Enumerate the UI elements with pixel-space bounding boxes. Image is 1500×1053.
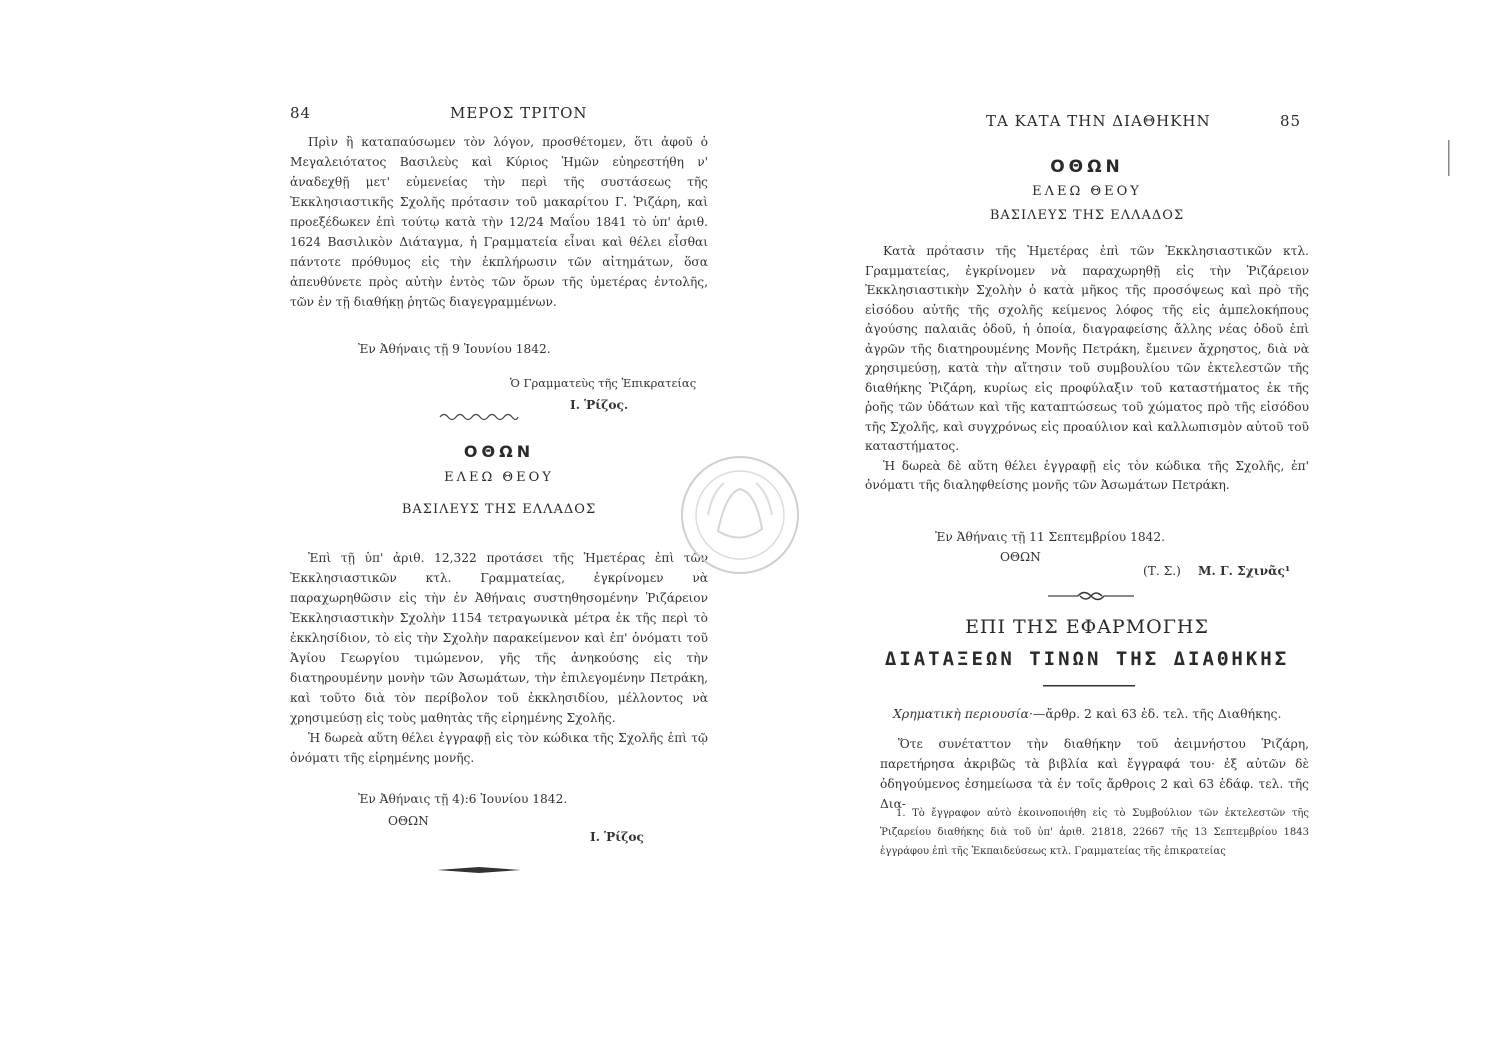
intro-text: Πρὶν ἢ καταπαύσωμεν τὸν λόγον, προσθέτομεν, ὅτι ἀφοῦ ὁ Μεγαλειότατος Βασιλεὺς καὶ Κύριος Ἡμῶν εὐηρεστήθη ν' ἀναδεχθῇ μετ' εὐμενείας τὴν περὶ τῆς συστάσεως τῆς Ἐκκλησιαστικῆς Σχολῆς πρότασιν τοῦ μακαρίτου Γ. Ῥιζάρη, καὶ προεξέδωκεν ἐπὶ τούτῳ κατὰ τὴν 12/24 Μαΐου 1841 τὸ ὑπ' ἀριθ. 1624 Βασιλικὸν Διάταγμα, ἡ Γραμματεία εἶναι καὶ θέλει εἶσθαι πάντοτε πρόθυμος εἰς τὴν ἐκπλήρωσιν τῶν αἰτημάτων, ὅσα ἀπευθύνετε πρὸς αὐτὴν ἐντὸς τῶν ὅρων τῆς ὑμετέρας ἐντολῆς, τῶν ἐν τῇ διαθήκῃ ῥητῶς διαγεγραμμένων. bbox=[290, 135, 708, 309]
date-line-2: Ἐν Ἀθήναις τῇ 4):6 Ἰουνίου 1842. bbox=[358, 792, 568, 806]
intro-paragraph bbox=[290, 132, 708, 312]
date-line: Ἐν Ἀθήναις τῇ 9 Ἰουνίου 1842. bbox=[358, 342, 551, 356]
subheading bbox=[893, 706, 1281, 721]
title-underline bbox=[1043, 684, 1135, 688]
king-title: ΒΑΣΙΛΕΥΣ ΤΗΣ ΕΛΛΑΔΟΣ bbox=[989, 208, 1185, 223]
decree-body bbox=[865, 242, 1309, 496]
decree-paragraph-1: Ἐπὶ τῇ ὑπ' ἀριθ. 12,322 προτάσει τῆς Ἡμετέρας ἐπὶ τῶν Ἐκκλησιαστικῶν κτλ. Γραμματείας, ἐγκρίνομεν νὰ παραχωρηθῶσιν εἰς τὴν ἐν Ἀθήναις συστηθησομένην Ῥιζάρειον Ἐκκλησιαστικὴν Σχολὴν 1154 τετραγωνικὰ μέτρα ἐκ τῆς περὶ τὸ ἐκκλησίδιον, τὸ εἰς τὴν Σχολὴν παρακείμενον καὶ ἐπ' ὀνόματι τοῦ Ἁγίου Γεωργίου τιμώμενον, γῆς τῆς ἀνηκούσης εἰς τὴν διατηρουμένην μονὴν τῶν Ἀσωμάτων, τὴν ἐπιλεγομένην Πετράκη, καὶ τοῦτο διὰ τὸν περίβολον τοῦ ἐκκλησιδίου, μέλλοντος νὰ χρησιμεύσῃ εἰς τοὺς μαθητὰς τῆς εἰρημένης Σχολῆς. bbox=[290, 551, 708, 725]
grace-line: ΕΛΕΩ ΘΕΟΥ bbox=[1032, 184, 1142, 199]
subheading-italic: Χρηματικὴ περιουσία bbox=[893, 706, 1029, 721]
page-number: 84 bbox=[290, 104, 312, 122]
secretary-title: Ὁ Γραμματεὺς τῆς Ἐπικρατείας bbox=[510, 376, 697, 390]
right-page bbox=[750, 0, 1500, 1053]
decree-paragraph-1: Κατὰ πρότασιν τῆς Ἡμετέρας ἐπὶ τῶν Ἐκκλησιαστικῶν κτλ. Γραμματείας, ἐγκρίνομεν νὰ παραχωρηθῇ εἰς τὴν Ῥιζάρειον Ἐκκλησιαστικὴν Σχολὴν ὁ κατὰ μῆκος τῆς προσόψεως καὶ πρὸ τῆς εἰσόδου αὐτῆς τῆς σχολῆς κείμενος λόφος τῆς εἰς ἀμπελοκήπους ἀγούσης παλαιᾶς ὁδοῦ, ἡ ὁποία, διαγραφείσης ἄλλης νέας ὁδοῦ ἐπὶ ἀγρῶν τῆς διατηρουμένης Μονῆς Πετράκη, ἔμεινεν ἄχρηστος, διὰ νὰ χρησιμεύσῃ, κατὰ τὴν αἴτησιν τοῦ συμβουλίου τῶν ἐκτελεστῶν τῆς διαθήκης Ῥιζάρη, κυρίως εἰς προφύλαξιν τοῦ καταστήματος ἐκ τῆς ῥοῆς τῶν ὑδάτων καὶ τῆς καταπτώσεως τοῦ χώματος πρὸ τῆς εἰσόδου τῆς Σχολῆς, καὶ συγχρόνως εἰς προαύλιον καὶ καλλωπισμὸν αὐτοῦ τοῦ καταστήματος. bbox=[865, 244, 1309, 453]
signature-king: ΟΘΩΝ bbox=[388, 814, 429, 828]
ornament-divider bbox=[1046, 588, 1136, 604]
footnote: 1. Τὸ ἔγγραφον αὐτὸ ἐκοινοποιήθη εἰς τὸ Συμβούλιον τῶν ἐκτελεστῶν τῆς Ῥιζαρείου διαθήκης διὰ τοῦ ὑπ' ἀριθ. 21818, 22667 τῆς 13 Σεπτεμβρίου 1843 ἐγγράφου ἐπὶ τῆς Ἐκπαιδεύσεως κτλ. Γραμματείας τῆς ἐπικρατείας bbox=[880, 808, 1309, 857]
subheading-rest: ·—ἄρθρ. 2 καὶ 63 ἐδ. τελ. τῆς Διαθήκης. bbox=[1028, 706, 1282, 721]
scan-edge-mark bbox=[1447, 140, 1451, 176]
body-paragraph bbox=[880, 734, 1309, 814]
king-title: ΒΑΣΙΛΕΥΣ ΤΗΣ ΕΛΛΑΔΟΣ bbox=[401, 502, 597, 517]
seal-mark: (Τ. Σ.) bbox=[1143, 564, 1181, 578]
decree-body bbox=[290, 548, 708, 768]
king-name: ΟΘΩΝ bbox=[1050, 157, 1124, 177]
end-rule bbox=[437, 866, 521, 874]
decree-paragraph-2: Ἡ δωρεὰ αὕτη θέλει ἐγγραφῇ εἰς τὸν κώδικα τῆς Σχολῆς ἐπὶ τῷ ὀνόματι τῆς εἰρημένης μονῆς. bbox=[290, 731, 708, 765]
body-text: Ὅτε συνέταττον τὴν διαθήκην τοῦ ἀειμνήστου Ῥιζάρη, παρετήρησα ἀκριβῶς τὰ βιβλία καὶ ἔγγραφά του· ἐξ αὐτῶν δὲ ὁδηγούμενος ἐσημείωσα τὰ ἐν τοῖς ἄρθροις 2 καὶ 63 ἐδάφ. τελ. τῆς Δια- bbox=[880, 737, 1309, 811]
signature-minister: Ι. Ῥίζος bbox=[590, 830, 644, 844]
running-head: ΤΑ ΚΑΤΑ ΤΗΝ ΔΙΑΘΗΚΗΝ bbox=[986, 112, 1211, 130]
decree-paragraph-2: Ἡ δωρεὰ δὲ αὕτη θέλει ἐγγραφῇ εἰς τὸν κώδικα τῆς Σχολῆς, ἐπ' ὀνόματι τῆς διαληφθείσης μονῆς τῶν Ἀσωμάτων Πετράκη. bbox=[865, 458, 1309, 492]
section-title-line-1: ΕΠΙ ΤΗΣ ΕΦΑΡΜΟΓΗΣ bbox=[965, 616, 1209, 638]
page-number: 85 bbox=[1280, 112, 1302, 130]
date-line: Ἐν Ἀθήναις τῇ 11 Σεπτεμβρίου 1842. bbox=[935, 530, 1165, 544]
section-title-line-2: ΔΙΑΤΑΞΕΩΝ ΤΙΝΩΝ ΤΗΣ ΔΙΑΘΗΚΗΣ bbox=[884, 648, 1290, 670]
grace-line: ΕΛΕΩ ΘΕΟΥ bbox=[444, 470, 554, 485]
secretary-signature: Ι. Ῥίζος. bbox=[570, 398, 629, 412]
king-name: ΟΘΩΝ bbox=[463, 442, 535, 461]
ornament-divider bbox=[438, 411, 520, 423]
signature-king: ΟΘΩΝ bbox=[1000, 550, 1041, 564]
running-head: ΜΕΡΟΣ ΤΡΙΤΟΝ bbox=[450, 104, 588, 122]
signature-minister: Μ. Γ. Σχινᾶς¹ bbox=[1198, 564, 1291, 578]
